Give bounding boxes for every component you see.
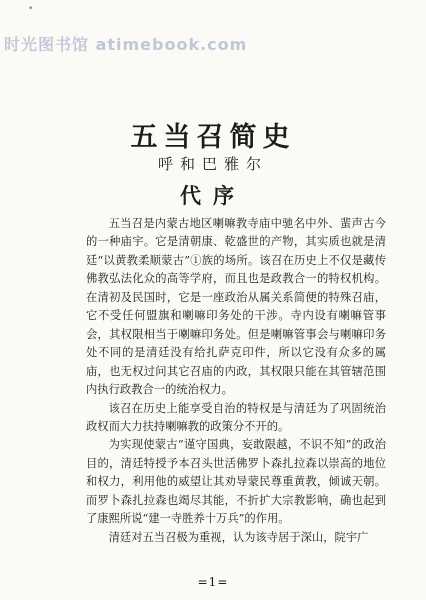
page-number: =1= [197, 575, 229, 589]
body-text [86, 215, 386, 547]
preface-heading: 代序 [180, 183, 246, 208]
author-name: 呼和巴雅尔 [157, 155, 268, 173]
paragraph-3: 为实现使蒙古“谨守国典，妄敢限越，不识不知”的政治目的，清廷特授予本召头世活佛罗卜森扎拉森以崇高的地位和权力，利用他的威望让其劝导蒙民尊重黄教，倾诚天朝。而罗卜森扎拉森也竭尽其能，不折扩大宗教影响，确也起到了康熙所说“建一寺胜养十万兵”的作用。 [86, 438, 386, 526]
watermark-text: 时光图书馆 atimebook.com [4, 35, 248, 54]
paragraph-2: 该召在历史上能享受自治的特权是与清廷为了巩固统治政权而大力扶持喇嘛教的政策分不开的。 [86, 401, 386, 433]
book-title: 五当召简史 [130, 122, 296, 153]
paragraph-4: 清廷对五当召极为重视，认为该寺居于深山，院宇广 [108, 530, 369, 544]
paragraph-1: 五当召是内蒙古地区喇嘛教寺庙中驰名中外、蜚声古今的一种庙宇。它是清朝康、乾盛世的产物，其实质也就是清廷“以黄教柔顺蒙古”①族的场所。该召在历史上不仅是藏传佛教弘法化众的高等学府，而且也是政教合一的特权机构。在清初及民国时，它是一座政治从属关系简便的特殊召庙，它不受任何盟旗和喇嘛印务处的干涉。寺内设有喇嘛管事会，其权限相当于喇嘛印务处。但是喇嘛管事会与喇嘛印务处不同的是清廷没有给扎萨克印件，所以它没有众多的属庙，也无权过问其它召庙的内政，其权限只能在其管辖范围内执行政教合一的统治权力。 [86, 217, 386, 397]
corner-mark: • [28, 4, 34, 14]
